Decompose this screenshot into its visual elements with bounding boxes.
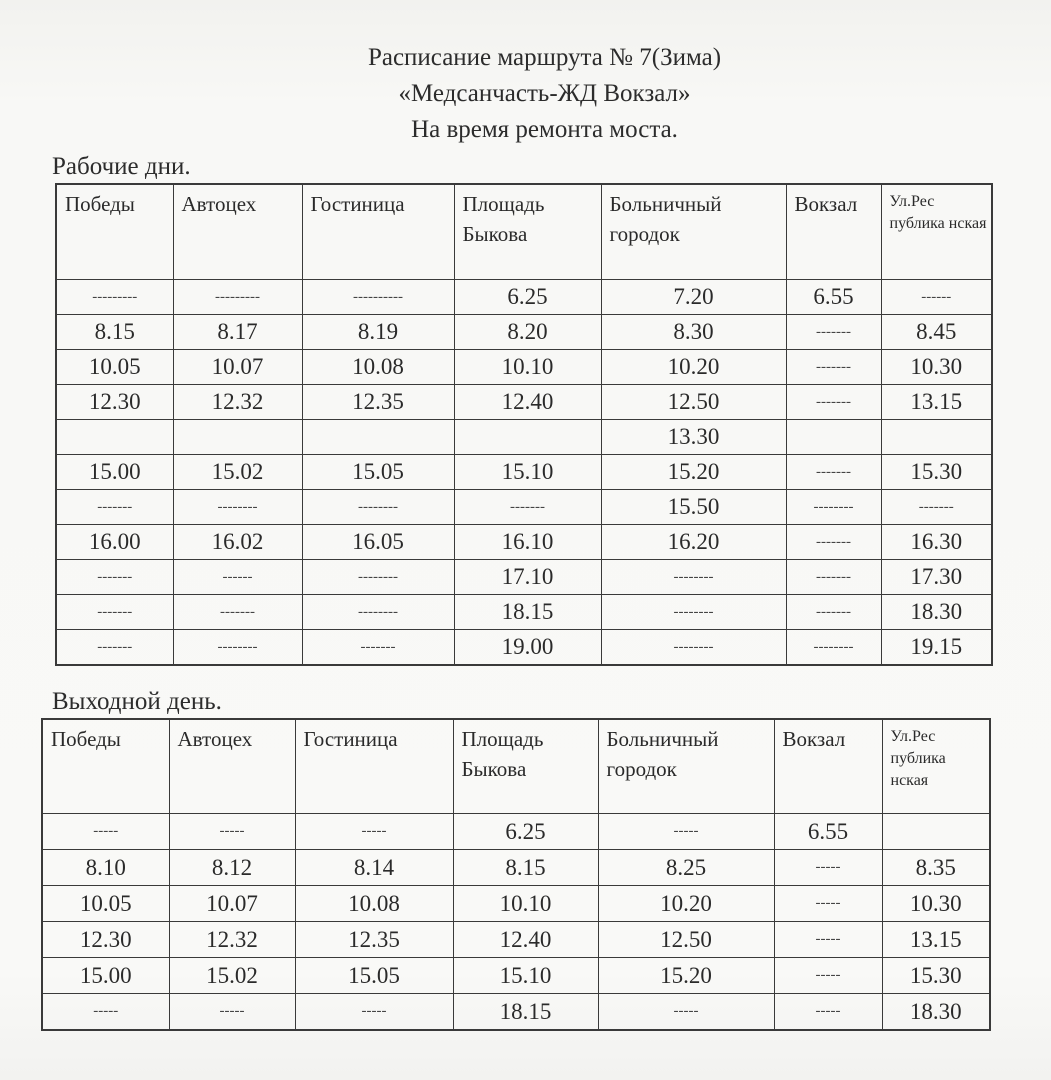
time-cell: 13.15: [881, 384, 992, 419]
empty-time-cell: -----: [598, 813, 774, 849]
time-cell: [56, 419, 173, 454]
time-cell: 12.35: [295, 921, 453, 957]
time-cell: 8.19: [302, 314, 454, 349]
empty-time-cell: --------: [601, 594, 786, 629]
time-cell: 15.10: [454, 454, 601, 489]
time-cell: 18.30: [882, 993, 990, 1030]
column-header-ploshchad-bykova: Площадь Быкова: [453, 719, 598, 813]
time-cell: 8.30: [601, 314, 786, 349]
empty-time-cell: -----: [774, 957, 882, 993]
empty-time-cell: -----: [295, 813, 453, 849]
table-row: [56, 524, 992, 559]
empty-time-cell: ---------: [173, 279, 302, 314]
empty-time-cell: -------: [786, 314, 881, 349]
column-header-vokzal: Вокзал: [786, 184, 881, 279]
time-cell: 6.25: [453, 813, 598, 849]
time-cell: 8.15: [56, 314, 173, 349]
empty-time-cell: --------: [302, 594, 454, 629]
time-cell: 15.02: [173, 454, 302, 489]
table-row: [56, 454, 992, 489]
time-cell: [881, 419, 992, 454]
table-row: [42, 957, 990, 993]
column-header-ul-respublikanskaya: Ул.Рес публика нская: [882, 719, 990, 813]
time-cell: 6.55: [774, 813, 882, 849]
time-cell: 10.08: [302, 349, 454, 384]
weekend-schedule-table: [41, 718, 991, 1031]
weekend-label: Выходной день.: [52, 688, 222, 715]
empty-time-cell: ---------: [56, 279, 173, 314]
empty-time-cell: -----: [42, 993, 169, 1030]
time-cell: 6.55: [786, 279, 881, 314]
time-cell: 15.00: [42, 957, 169, 993]
table-row: [56, 594, 992, 629]
empty-time-cell: -------: [56, 559, 173, 594]
workdays-schedule-table: [55, 183, 993, 666]
empty-time-cell: -----: [774, 849, 882, 885]
workdays-label: Рабочие дни.: [52, 153, 191, 180]
time-cell: 15.02: [169, 957, 295, 993]
empty-time-cell: ------: [173, 559, 302, 594]
empty-time-cell: -------: [56, 594, 173, 629]
title-line-note: На время ремонта моста.: [411, 116, 678, 143]
column-header-bolnichny-gorodok: Больничный городок: [598, 719, 774, 813]
time-cell: 19.00: [454, 629, 601, 665]
empty-time-cell: -------: [302, 629, 454, 665]
time-cell: 10.05: [42, 885, 169, 921]
table-header-row: [56, 184, 992, 279]
table-row: [56, 384, 992, 419]
time-cell: 16.00: [56, 524, 173, 559]
empty-time-cell: -----: [774, 993, 882, 1030]
time-cell: 12.40: [454, 384, 601, 419]
time-cell: 8.35: [882, 849, 990, 885]
column-header-ploshchad-bykova: Площадь Быкова: [454, 184, 601, 279]
time-cell: 10.30: [881, 349, 992, 384]
time-cell: 6.25: [454, 279, 601, 314]
empty-time-cell: --------: [302, 559, 454, 594]
column-header-ul-respublikanskaya: Ул.Рес публика нская: [881, 184, 992, 279]
time-cell: 19.15: [881, 629, 992, 665]
time-cell: 10.05: [56, 349, 173, 384]
time-cell: [786, 419, 881, 454]
empty-time-cell: -----: [774, 885, 882, 921]
table-row: [56, 279, 992, 314]
empty-time-cell: -----: [169, 813, 295, 849]
table-row: [42, 849, 990, 885]
empty-time-cell: --------: [601, 559, 786, 594]
empty-time-cell: -----: [774, 921, 882, 957]
empty-time-cell: -------: [786, 594, 881, 629]
empty-time-cell: -------: [786, 349, 881, 384]
time-cell: 12.30: [56, 384, 173, 419]
empty-time-cell: -------: [881, 489, 992, 524]
time-cell: 8.45: [881, 314, 992, 349]
document-title: [0, 40, 1051, 148]
table-row: [42, 813, 990, 849]
empty-time-cell: -----: [598, 993, 774, 1030]
title-line-route: Расписание маршрута № 7(Зима): [367, 44, 722, 71]
time-cell: 16.30: [881, 524, 992, 559]
table-row: [56, 419, 992, 454]
time-cell: [302, 419, 454, 454]
time-cell: 12.50: [598, 921, 774, 957]
column-header-pobedy: Победы: [56, 184, 173, 279]
time-cell: 8.25: [598, 849, 774, 885]
time-cell: 10.07: [173, 349, 302, 384]
time-cell: 10.10: [454, 349, 601, 384]
time-cell: 15.30: [881, 454, 992, 489]
empty-time-cell: --------: [601, 629, 786, 665]
table-header-row: [42, 719, 990, 813]
time-cell: 18.15: [453, 993, 598, 1030]
time-cell: 8.20: [454, 314, 601, 349]
empty-time-cell: --------: [302, 489, 454, 524]
table-row: [56, 349, 992, 384]
time-cell: 15.05: [295, 957, 453, 993]
time-cell: 10.20: [598, 885, 774, 921]
empty-time-cell: --------: [786, 489, 881, 524]
time-cell: 15.10: [453, 957, 598, 993]
time-cell: 15.50: [601, 489, 786, 524]
time-cell: 18.30: [881, 594, 992, 629]
time-cell: 15.20: [601, 454, 786, 489]
table-row: [56, 559, 992, 594]
column-header-pobedy: Победы: [42, 719, 169, 813]
time-cell: 8.10: [42, 849, 169, 885]
workdays-rows: [56, 279, 992, 665]
time-cell: 8.12: [169, 849, 295, 885]
column-header-vokzal: Вокзал: [774, 719, 882, 813]
empty-time-cell: --------: [173, 629, 302, 665]
time-cell: 10.20: [601, 349, 786, 384]
column-header-avtotsekh: Автоцех: [173, 184, 302, 279]
time-cell: 15.00: [56, 454, 173, 489]
empty-time-cell: -----: [295, 993, 453, 1030]
empty-time-cell: -------: [786, 524, 881, 559]
table-row: [42, 993, 990, 1030]
time-cell: 16.20: [601, 524, 786, 559]
column-header-gostinitsa: Гостиница: [295, 719, 453, 813]
time-cell: 15.05: [302, 454, 454, 489]
empty-time-cell: -------: [786, 559, 881, 594]
table-row: [56, 489, 992, 524]
time-cell: [173, 419, 302, 454]
time-cell: 8.17: [173, 314, 302, 349]
empty-time-cell: ----------: [302, 279, 454, 314]
time-cell: 10.10: [453, 885, 598, 921]
empty-time-cell: -------: [173, 594, 302, 629]
time-cell: [882, 813, 990, 849]
time-cell: 12.40: [453, 921, 598, 957]
time-cell: 15.30: [882, 957, 990, 993]
empty-time-cell: -------: [56, 489, 173, 524]
time-cell: 16.05: [302, 524, 454, 559]
time-cell: 12.50: [601, 384, 786, 419]
time-cell: 17.10: [454, 559, 601, 594]
time-cell: 12.35: [302, 384, 454, 419]
time-cell: 10.08: [295, 885, 453, 921]
empty-time-cell: -------: [786, 384, 881, 419]
column-header-gostinitsa: Гостиница: [302, 184, 454, 279]
time-cell: 7.20: [601, 279, 786, 314]
empty-time-cell: ------: [881, 279, 992, 314]
table-row: [56, 629, 992, 665]
empty-time-cell: --------: [173, 489, 302, 524]
column-header-bolnichny-gorodok: Больничный городок: [601, 184, 786, 279]
time-cell: 10.30: [882, 885, 990, 921]
empty-time-cell: -----: [169, 993, 295, 1030]
empty-time-cell: -------: [454, 489, 601, 524]
column-header-avtotsekh: Автоцех: [169, 719, 295, 813]
table-row: [42, 885, 990, 921]
time-cell: 10.07: [169, 885, 295, 921]
time-cell: 13.30: [601, 419, 786, 454]
time-cell: 16.10: [454, 524, 601, 559]
time-cell: 15.20: [598, 957, 774, 993]
time-cell: 12.32: [169, 921, 295, 957]
empty-time-cell: -----: [42, 813, 169, 849]
time-cell: 12.30: [42, 921, 169, 957]
time-cell: 13.15: [882, 921, 990, 957]
time-cell: 8.15: [453, 849, 598, 885]
empty-time-cell: -------: [786, 454, 881, 489]
table-row: [56, 314, 992, 349]
empty-time-cell: --------: [786, 629, 881, 665]
table-row: [42, 921, 990, 957]
weekend-rows: [42, 813, 990, 1030]
time-cell: 12.32: [173, 384, 302, 419]
time-cell: 17.30: [881, 559, 992, 594]
time-cell: 18.15: [454, 594, 601, 629]
title-line-route-name: «Медсанчасть-ЖД Вокзал»: [398, 80, 691, 107]
time-cell: 16.02: [173, 524, 302, 559]
time-cell: 8.14: [295, 849, 453, 885]
time-cell: [454, 419, 601, 454]
empty-time-cell: -------: [56, 629, 173, 665]
